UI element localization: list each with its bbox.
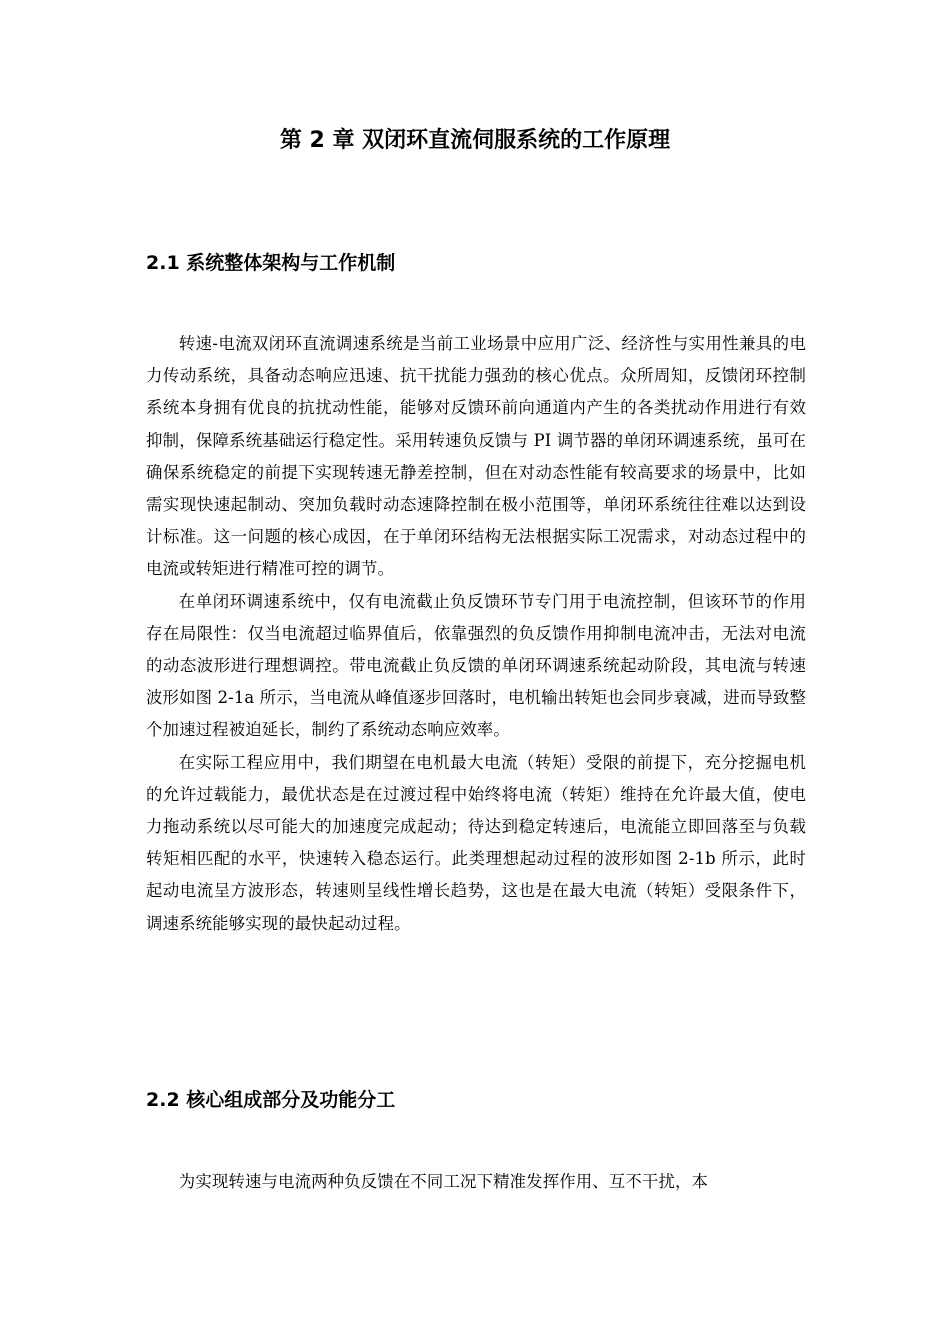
section-heading-2-2: 2.2 核心组成部分及功能分工 xyxy=(146,1089,396,1111)
chapter-title: 第 2 章 双闭环直流伺服系统的工作原理 xyxy=(279,128,671,153)
section-heading-2-1: 2.1 系统整体架构与工作机制 xyxy=(146,252,396,274)
section-body-2-2 xyxy=(146,1166,806,1198)
paragraph: 在实际工程应用中，我们期望在电机最大电流（转矩）受限的前提下，充分挖掘电机的允许过载能力，最优状态是在过渡过程中始终将电流（转矩）维持在允许最大值，使电力拖动系统以尽可能大的加速度完成起动；待达到稳定转速后，电流能立即回落至与负载转矩相匹配的水平，快速转入稳态运行。此类理想起动过程的波形如图 2-1b 所示，此时起动电流呈方波形态，转速则呈线性增长趋势，这也是在最大电流（转矩）受限条件下，调速系统能够实现的最快起动过程。 xyxy=(146,752,806,933)
paragraph: 为实现转速与电流两种负反馈在不同工况下精准发挥作用、互不干扰，本 xyxy=(178,1172,709,1191)
section-body-2-1 xyxy=(146,328,806,940)
paragraph: 转速-电流双闭环直流调速系统是当前工业场景中应用广泛、经济性与实用性兼具的电力传动系统，具备动态响应迅速、抗干扰能力强劲的核心优点。众所周知，反馈闭环控制系统本身拥有优良的抗扰动性能，能够对反馈环前向通道内产生的各类扰动作用进行有效抑制，保障系统基础运行稳定性。采用转速负反馈与 PI 调节器的单闭环调速系统，虽可在确保系统稳定的前提下实现转速无静差控制，但在对动态性能有较高要求的场景中，比如需实现快速起制动、突加负载时动态速降控制在极小范围等，单闭环系统往往难以达到设计标准。这一问题的核心成因，在于单闭环结构无法根据实际工况需求，对动态过程中的电流或转矩进行精准可控的调节。 xyxy=(146,334,806,579)
paragraph: 在单闭环调速系统中，仅有电流截止负反馈环节专门用于电流控制，但该环节的作用存在局限性：仅当电流超过临界值后，依靠强烈的负反馈作用抑制电流冲击，无法对电流的动态波形进行理想调控。带电流截止负反馈的单闭环调速系统起动阶段，其电流与转速波形如图 2-1a 所示，当电流从峰值逐步回落时，电机输出转矩也会同步衰减，进而导致整个加速过程被迫延长，制约了系统动态响应效率。 xyxy=(146,591,806,740)
